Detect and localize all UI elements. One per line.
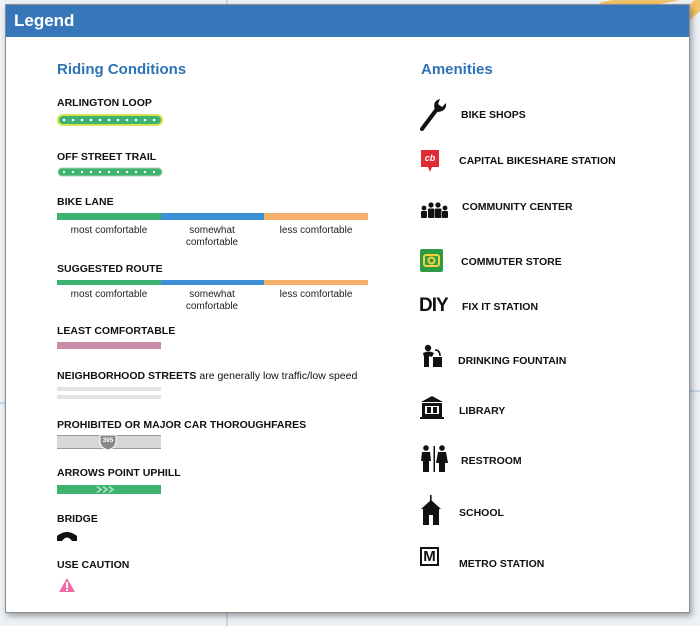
metro-station-icon: M (420, 547, 439, 566)
neighborhood-streets-label (57, 370, 357, 382)
arrows-uphill-label: ARROWS POINT UPHILL (57, 467, 181, 479)
fix-it-station-label: FIX IT STATION (462, 301, 539, 313)
suggested-most-text: most comfortable (70, 289, 148, 300)
bike-lane-somewhat-bar (161, 213, 264, 220)
suggested-most-bar (57, 280, 161, 285)
legend-header (6, 5, 689, 37)
least-comfortable-bar (57, 342, 161, 349)
least-comfortable-label: LEAST COMFORTABLE (57, 325, 176, 337)
drinking-fountain-icon (420, 344, 442, 368)
drinking-fountain-label: DRINKING FOUNTAIN (458, 355, 567, 367)
legend-panel (5, 4, 690, 613)
bikeshare-glyph: cb (424, 153, 436, 163)
bike-lane-less-bar (264, 213, 368, 220)
commuter-store-icon (420, 249, 443, 272)
school-label: SCHOOL (459, 507, 504, 519)
bridge-label: BRIDGE (57, 513, 98, 525)
wrench-icon (418, 97, 448, 131)
off-street-trail-label: OFF STREET TRAIL (57, 151, 157, 163)
school-icon (420, 495, 442, 525)
prohibited-label: PROHIBITED OR MAJOR CAR THOROUGHFARES (57, 419, 307, 431)
arrows-uphill-swatch (57, 485, 161, 494)
neighborhood-streets-note: are generally low traffic/low speed (199, 370, 358, 382)
arlington-loop-label: ARLINGTON LOOP (57, 97, 152, 109)
interstate-shield-number: 395 (102, 437, 114, 444)
library-label: LIBRARY (459, 405, 506, 417)
metro-station-label: METRO STATION (459, 558, 545, 570)
library-icon (420, 395, 444, 419)
bike-lane-most-text: most comfortable (70, 225, 148, 236)
suggested-route-label: SUGGESTED ROUTE (57, 263, 163, 275)
community-center-label: COMMUNITY CENTER (462, 201, 573, 213)
fix-it-station-icon: DIY (419, 295, 448, 316)
neighborhood-bar-1 (57, 387, 161, 391)
commuter-store-label: COMMUTER STORE (461, 256, 562, 268)
bridge-icon (57, 529, 77, 541)
bike-shops-label: BIKE SHOPS (461, 109, 526, 121)
legend-title: Legend (14, 11, 75, 30)
capital-bikeshare-label: CAPITAL BIKESHARE STATION (459, 155, 616, 167)
arlington-loop-swatch (57, 114, 163, 126)
suggested-somewhat-bar (161, 280, 264, 285)
bike-lane-less-text: less comfortable (279, 225, 353, 236)
neighborhood-streets-title: NEIGHBORHOOD STREETS (57, 370, 197, 382)
neighborhood-bar-2 (57, 395, 161, 399)
restroom-icon (420, 445, 448, 473)
bike-lane-somewhat-text: somewhat comfortable (185, 225, 239, 248)
suggested-somewhat-text: somewhat comfortable (185, 289, 239, 312)
caution-icon (58, 577, 76, 593)
riding-conditions-title: Riding Conditions (57, 61, 187, 78)
bike-lane-most-bar (57, 213, 161, 220)
suggested-less-text: less comfortable (279, 289, 353, 300)
restroom-label: RESTROOM (461, 455, 522, 467)
use-caution-label: USE CAUTION (57, 559, 130, 571)
amenities-title: Amenities (421, 61, 493, 78)
off-street-trail-swatch (57, 167, 163, 177)
suggested-less-bar (264, 280, 368, 285)
bike-lane-label: BIKE LANE (57, 196, 114, 208)
community-center-icon (420, 202, 448, 218)
